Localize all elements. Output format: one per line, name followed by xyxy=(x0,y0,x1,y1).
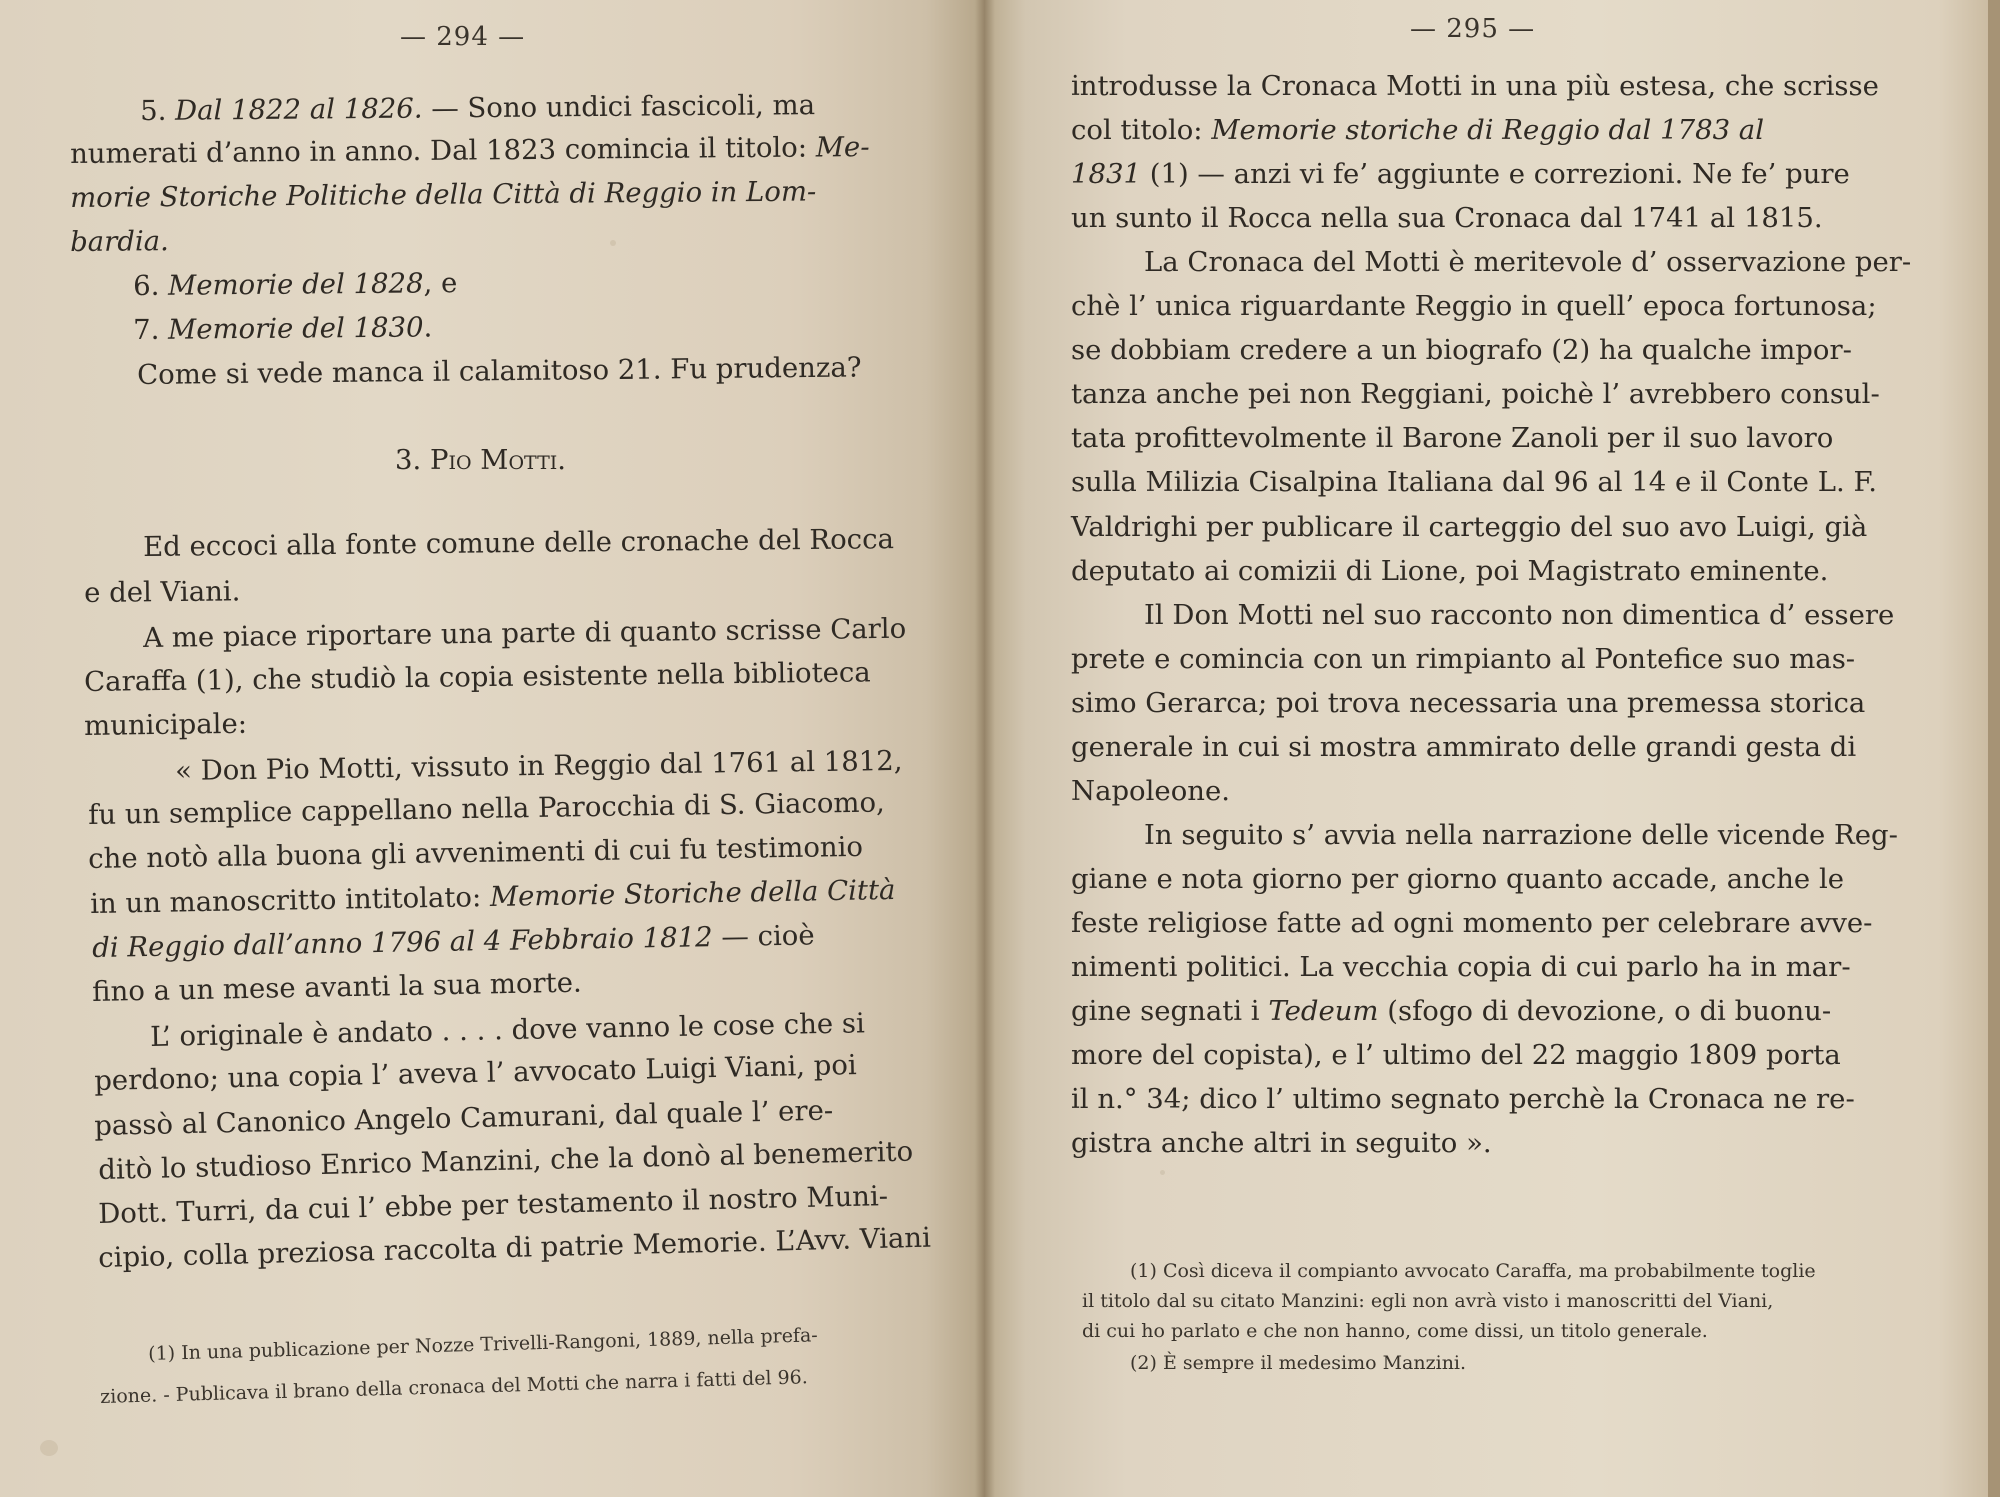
right-text-line-3 xyxy=(1071,158,1850,190)
text-segment: 5. xyxy=(139,94,176,127)
right-text-line-7 xyxy=(1071,334,1852,366)
text-segment: (sfogo di devozione, o di buonu- xyxy=(1378,995,1832,1027)
text-segment: Pio Motti xyxy=(429,444,558,476)
text-segment: Me- xyxy=(815,131,870,164)
left-text-line-9 xyxy=(142,523,895,563)
text-segment: Memorie Storiche della Città xyxy=(489,873,896,914)
left-text-line-1 xyxy=(139,89,816,127)
text-segment: se dobbiam credere a un biografo (2) ha qualche impor- xyxy=(1071,334,1852,366)
text-segment: generale in cui si mostra ammirato delle grandi gesta di xyxy=(1071,731,1857,763)
left-text-line-25 xyxy=(97,1221,932,1274)
text-segment: . xyxy=(423,311,433,344)
text-segment: un sunto il Rocca nella sua Cronaca dal 1741 al 1815. xyxy=(1071,202,1823,234)
text-segment: fino a un mese avanti la sua morte. xyxy=(91,966,582,1008)
text-segment: fu un semplice cappellano nella Parocchia di S. Giacomo, xyxy=(87,786,885,831)
text-segment: al xyxy=(300,93,344,126)
text-segment: numerati d’anno in anno. Dal 1823 comincia il titolo: xyxy=(69,131,816,170)
text-segment: A me piace riportare una parte di quanto scrisse Carlo xyxy=(142,612,907,654)
text-segment: La Cronaca del Motti è meritevole d’ osservazione per- xyxy=(1144,246,1912,278)
right-footnote-line-4: (2) È sempre il medesimo Manzini. xyxy=(1130,1352,1467,1374)
right-text-line-25 xyxy=(1071,1127,1492,1159)
left-text-line-14 xyxy=(174,744,903,787)
left-text-line-13 xyxy=(83,707,248,742)
right-text-line-19 xyxy=(1071,863,1845,895)
right-text-line-2 xyxy=(1071,114,1764,146)
left-text-line-21 xyxy=(93,1049,857,1097)
text-segment: 1822 xyxy=(230,93,302,127)
left-text-line-19 xyxy=(91,966,582,1008)
text-segment: di Reggio dall’anno 1796 al 4 Febbraio 1812 xyxy=(91,921,713,964)
text-segment: more del copista), e l’ ultimo del 22 maggio 1809 porta xyxy=(1071,1039,1841,1071)
left-text-line-8 xyxy=(395,444,566,476)
right-text-line-23 xyxy=(1071,1039,1841,1071)
text-segment: col titolo: xyxy=(1071,114,1212,146)
text-segment: che notò alla buona gli avvenimenti di cui fu testimonio xyxy=(87,830,864,875)
text-segment: Dott. Turri, da cui l’ ebbe per testamento il nostro Muni- xyxy=(97,1180,889,1230)
left-text-line-2 xyxy=(69,131,870,170)
left-page xyxy=(0,0,985,1497)
right-text-line-22 xyxy=(1071,995,1832,1027)
right-text-line-21 xyxy=(1071,951,1851,983)
text-segment: Valdrighi per publicare il carteggio del suo avo Luigi, già xyxy=(1071,511,1868,543)
text-segment: L’ originale è andato . . . . dove vanno le cose che si xyxy=(149,1007,866,1053)
left-text-line-22 xyxy=(93,1094,834,1142)
left-text-line-16 xyxy=(87,830,864,875)
text-segment: 6. xyxy=(132,269,169,302)
page-number-295: — 295 — xyxy=(1410,14,1536,44)
text-segment: passò al Canonico Angelo Camurani, dal quale l’ ere- xyxy=(93,1094,834,1142)
left-text-line-6 xyxy=(132,311,433,346)
right-text-line-16 xyxy=(1071,731,1857,763)
right-text-line-15 xyxy=(1071,687,1866,719)
page-edge xyxy=(1988,0,2000,1497)
text-segment: Ed eccoci alla fonte comune delle cronache del Rocca xyxy=(142,523,895,563)
text-segment: , e xyxy=(423,267,458,300)
left-text-line-24 xyxy=(97,1180,889,1230)
right-text-line-17 xyxy=(1071,775,1230,807)
right-text-line-18 xyxy=(1144,819,1898,851)
text-segment: e del Viani. xyxy=(83,575,241,609)
left-text-line-18 xyxy=(91,919,815,964)
text-segment: Dal xyxy=(174,94,232,127)
left-text-line-12 xyxy=(83,656,871,698)
text-segment: in un manoscritto intitolato: xyxy=(89,881,491,920)
right-text-line-20 xyxy=(1071,907,1873,939)
text-segment: feste religiose fatte ad ogni momento per celebrare avve- xyxy=(1071,907,1873,939)
left-text-line-15 xyxy=(87,786,885,831)
text-segment: tanza anche pei non Reggiani, poichè l’ avrebbero consul- xyxy=(1071,378,1880,410)
right-text-line-6 xyxy=(1071,290,1877,322)
right-text-line-12 xyxy=(1071,555,1829,587)
text-segment: 7. xyxy=(132,313,169,346)
right-text-line-1 xyxy=(1071,70,1879,102)
text-segment: Napoleone. xyxy=(1071,775,1230,807)
right-footnote-line-1: (1) Così diceva il compianto avvocato Caraffa, ma probabilmente toglie xyxy=(1130,1260,1816,1282)
right-text-line-4 xyxy=(1071,202,1823,234)
text-segment: (1) — anzi vi fe’ aggiunte e correzioni. Ne fe’ pure xyxy=(1141,158,1850,190)
text-segment: perdono; una copia l’ aveva l’ avvocato Luigi Viani, poi xyxy=(93,1049,857,1097)
left-text-line-17 xyxy=(89,873,896,920)
left-text-line-5 xyxy=(132,267,458,302)
text-segment: Memorie del xyxy=(167,312,354,346)
right-text-line-9 xyxy=(1071,422,1834,454)
text-segment: il n.° 34; dico l’ ultimo segnato perchè la Cronaca ne re- xyxy=(1071,1083,1855,1115)
text-segment: prete e comincia con un rimpianto al Pontefice suo mas- xyxy=(1071,643,1856,675)
text-segment: introdusse la Cronaca Motti in una più estesa, che scrisse xyxy=(1071,70,1879,102)
text-segment: 1831 xyxy=(1071,158,1141,190)
text-segment: sulla Milizia Cisalpina Italiana dal 96 al 14 e il Conte L. F. xyxy=(1071,466,1877,498)
right-footnote-line-3: di cui ho parlato e che non hanno, come dissi, un titolo generale. xyxy=(1082,1320,1708,1342)
left-text-line-7 xyxy=(136,351,862,391)
text-segment: . xyxy=(557,444,566,476)
text-segment: 1826. xyxy=(343,92,423,126)
left-footnote-line-1: (1) In una publicazione per Nozze Trivelli-Rangoni, 1889, nella prefa- xyxy=(147,1324,818,1365)
right-text-line-13 xyxy=(1144,599,1895,631)
left-footnote-line-2: zione. - Publicava il brano della cronaca del Motti che narra i fatti del 96. xyxy=(99,1366,809,1408)
text-segment: 1830 xyxy=(353,311,424,345)
text-segment: giane e nota giorno per giorno quanto accade, anche le xyxy=(1071,863,1845,895)
left-text-line-11 xyxy=(142,612,907,654)
text-segment: — Sono undici fascicoli, ma xyxy=(422,89,816,125)
text-segment: bardia. xyxy=(69,225,169,258)
right-text-line-8 xyxy=(1071,378,1880,410)
left-text-line-23 xyxy=(97,1135,914,1186)
text-segment: nimenti politici. La vecchia copia di cui parlo ha in mar- xyxy=(1071,951,1851,983)
text-segment: « Don Pio Motti, vissuto in Reggio dal 1761 al 1812, xyxy=(174,744,903,787)
right-footnote-line-2: il titolo dal su citato Manzini: egli non avrà visto i manoscritti del Viani, xyxy=(1082,1290,1774,1312)
text-segment: Caraffa (1), che studiò la copia esistente nella biblioteca xyxy=(83,656,871,698)
right-text-line-5 xyxy=(1144,246,1912,278)
left-text-line-3 xyxy=(69,175,817,214)
text-segment: Il Don Motti nel suo racconto non dimentica d’ essere xyxy=(1144,599,1895,631)
text-segment: gine segnati i xyxy=(1071,995,1269,1027)
text-segment: tata profittevolmente il Barone Zanoli per il suo lavoro xyxy=(1071,422,1834,454)
right-text-line-11 xyxy=(1071,511,1868,543)
text-segment: 1828 xyxy=(353,267,424,301)
text-segment: municipale: xyxy=(83,707,248,742)
left-text-line-4 xyxy=(69,225,169,258)
text-segment: chè l’ unica riguardante Reggio in quell’ epoca fortunosa; xyxy=(1071,290,1877,322)
right-page xyxy=(985,0,2000,1497)
text-segment: cipio, colla preziosa raccolta di patrie Memorie. L’Avv. Viani xyxy=(97,1221,932,1274)
text-segment: — cioè xyxy=(712,919,815,954)
text-segment: gistra anche altri in seguito ». xyxy=(1071,1127,1492,1159)
right-text-line-24 xyxy=(1071,1083,1855,1115)
page-number-294: — 294 — xyxy=(400,22,526,52)
text-segment: Come si vede manca il calamitoso 21. Fu prudenza? xyxy=(136,351,862,391)
book-gutter xyxy=(975,0,995,1497)
text-segment: Tedeum xyxy=(1268,995,1379,1027)
left-text-line-20 xyxy=(149,1007,866,1053)
text-segment: simo Gerarca; poi trova necessaria una premessa storica xyxy=(1071,687,1866,719)
text-segment: ditò lo studioso Enrico Manzini, che la donò al benemerito xyxy=(97,1135,914,1186)
right-text-line-14 xyxy=(1071,643,1856,675)
text-segment: Memorie storiche di Reggio dal 1783 al xyxy=(1211,114,1764,146)
text-segment: In seguito s’ avvia nella narrazione delle vicende Reg- xyxy=(1144,819,1898,851)
text-segment: deputato ai comizii di Lione, poi Magistrato eminente. xyxy=(1071,555,1829,587)
text-segment: morie Storiche Politiche della Città di Reggio in Lom- xyxy=(69,175,817,214)
left-text-line-10 xyxy=(83,575,241,609)
right-text-line-10 xyxy=(1071,466,1877,498)
text-segment: 3. xyxy=(395,444,430,476)
text-segment: Memorie del xyxy=(167,268,354,302)
